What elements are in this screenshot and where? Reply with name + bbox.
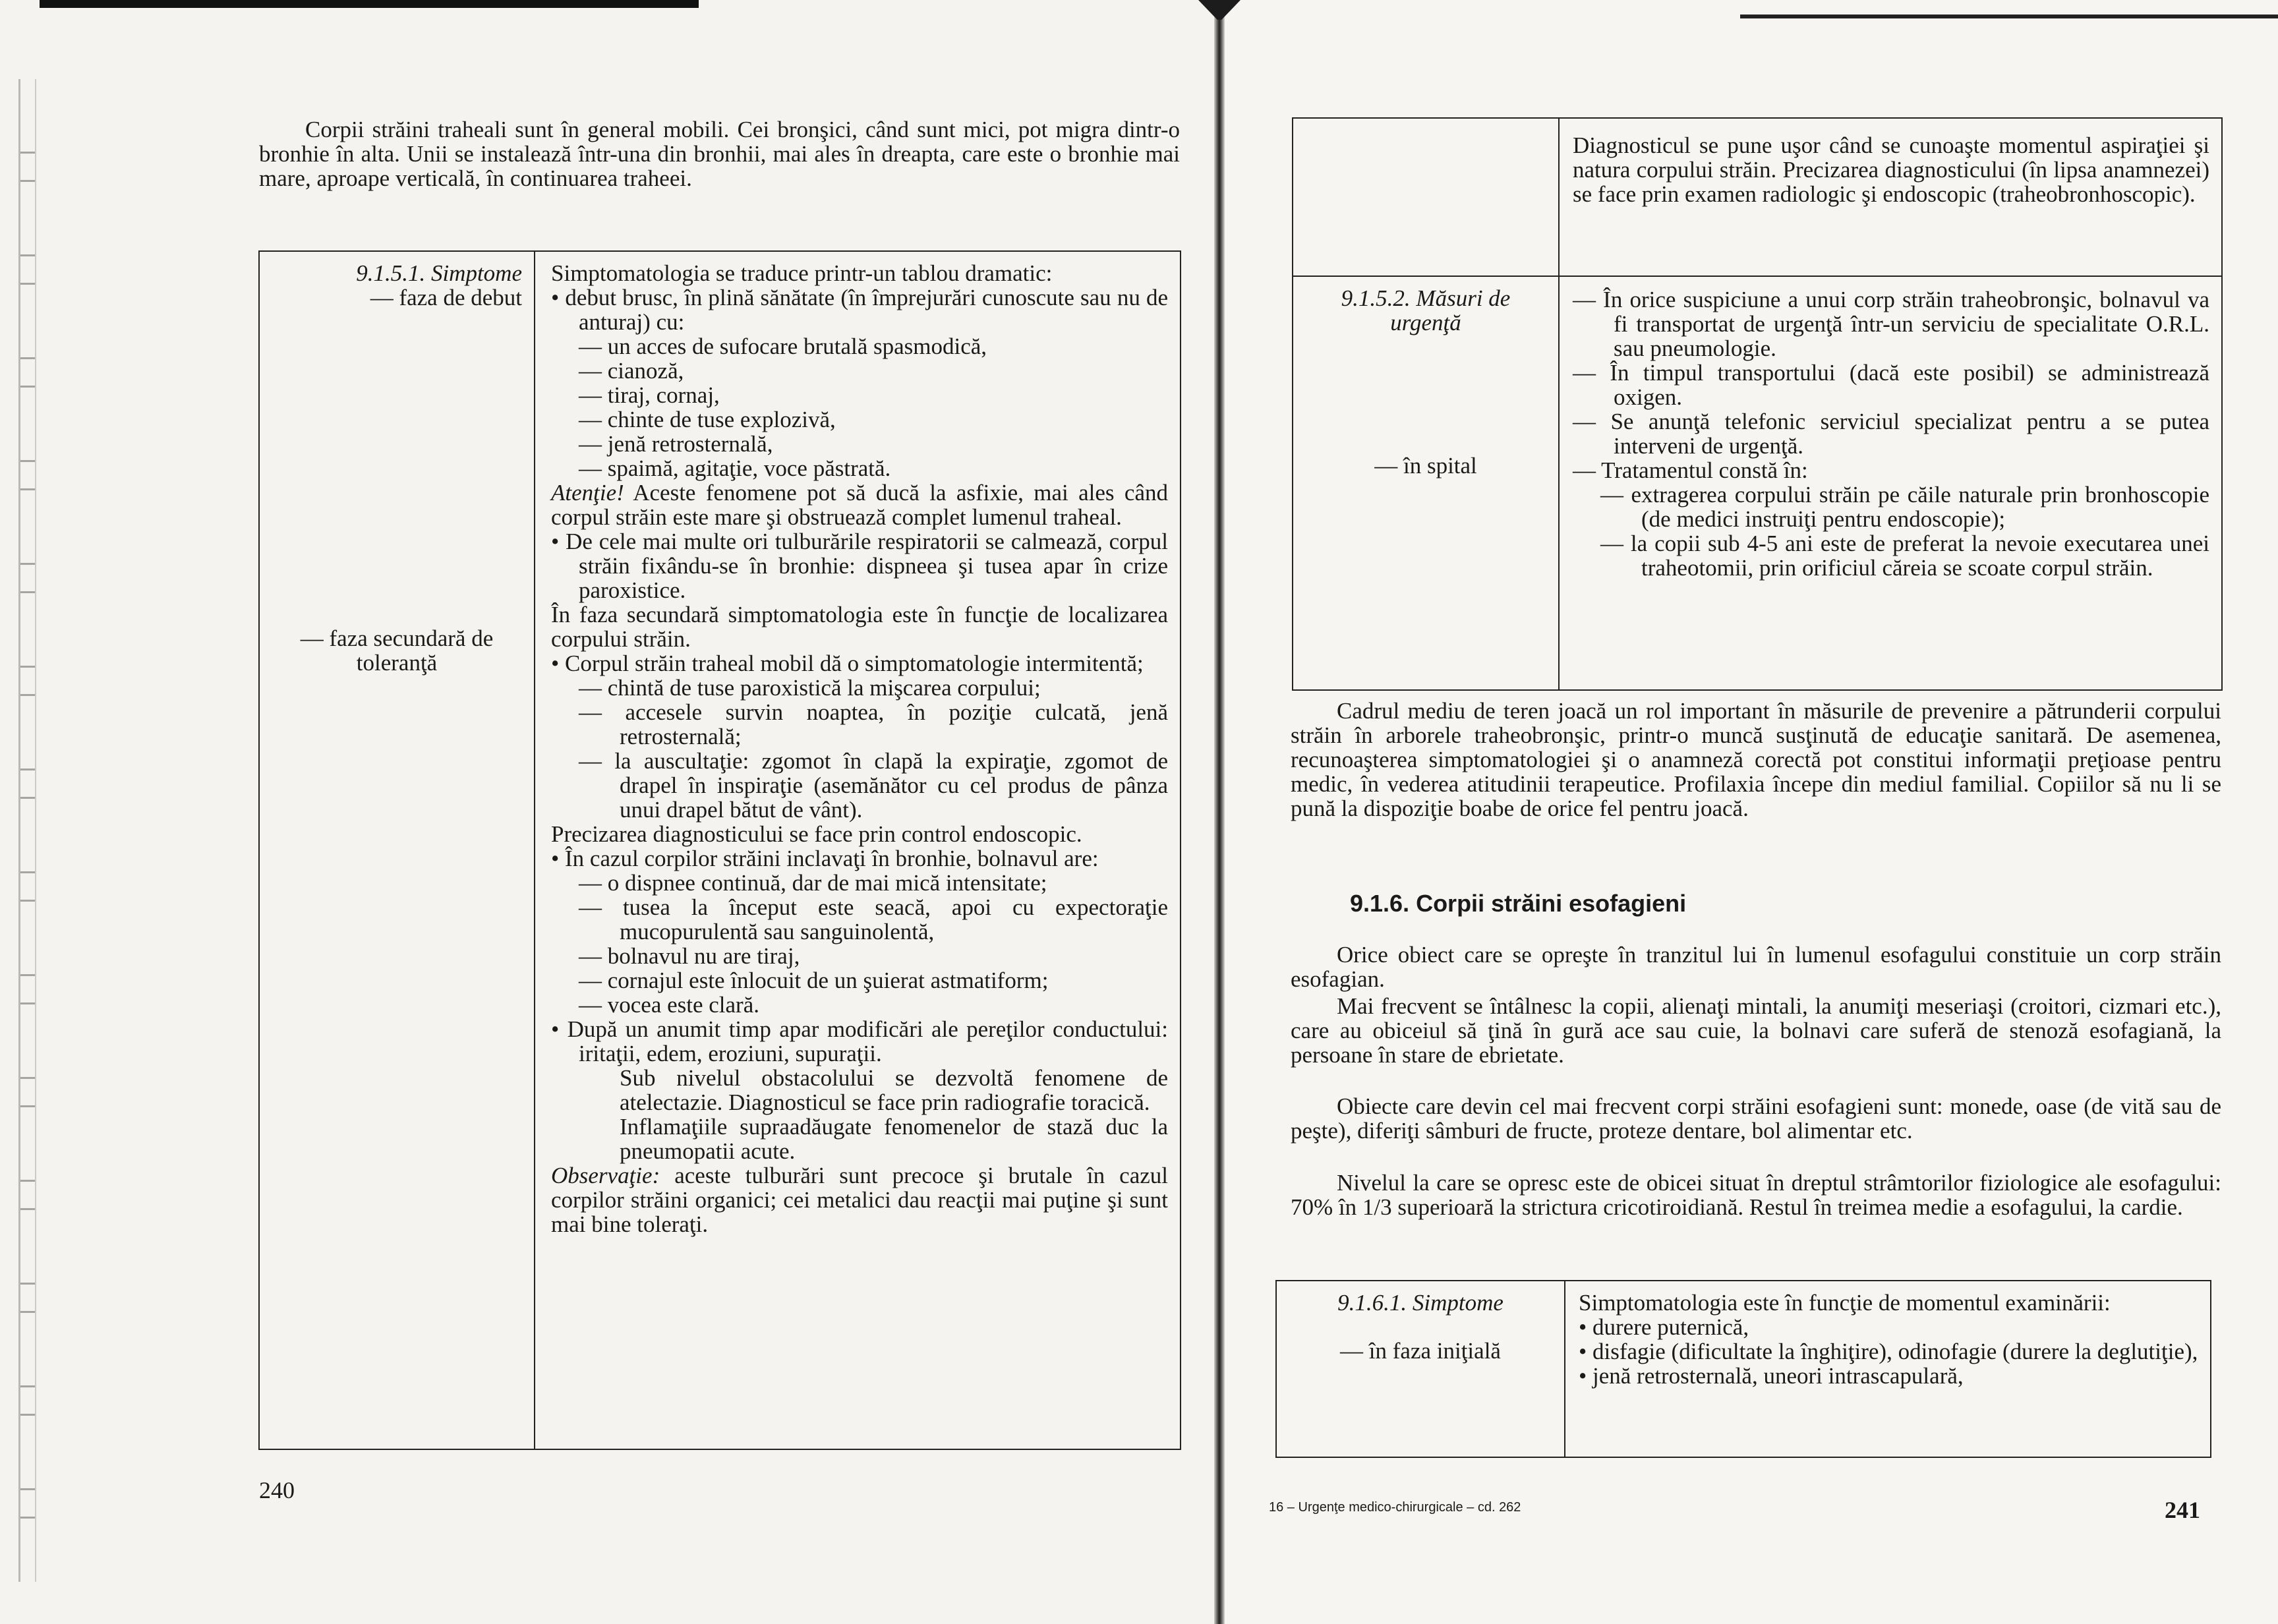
table-left-column [1293,276,1559,690]
binding-holes [18,79,36,1582]
prevention-paragraph: Cadrul mediu de teren joacă un rol important în măsurile de prevenire a pătrunderii corpului străin în arborele traheobronşic, printr-o muncă susţinută de educaţie sanitară. De asemenea, recunoaşterea simptomatologiei şi o anamneză corectă pot constitui informaţii preţioase pentru medic, în vederea atitudinii terapeutice. Profilaxia începe din mediul familial. Copiilor să nu li se pună la dispoziţie boabe de orice fel pentru joacă. [1291,698,2221,821]
list-item [551,651,1168,676]
urgency-table [1292,117,2223,691]
phase-label: — în spital [1374,453,1477,478]
symptom-list [551,261,1168,1236]
list-item-text: — Tratamentul constă în: [1573,457,1808,483]
list-item-text: Precizarea diagnosticului se face prin control endoscopic. [551,821,1082,847]
list-item-text: • După un anumit timp apar modificări ale pereţilor conductului: iritaţii, edem, eroziuni, supuraţii. [551,1016,1168,1066]
list-item [551,822,1168,846]
section-title: 9.1.6.1. Simptome [1337,1290,1504,1316]
list-item-text: — bolnavul nu are tiraj, [579,943,800,969]
list-item-text: — În timpul transportului (dacă este posibil) se administrează oxigen. [1573,360,2209,410]
list-item [1573,361,2209,409]
list-item-text: Aceste fenomene pot să ducă la asfixie, mai ales când corpul străin este mare şi obstruează complet lumenul traheal. [551,480,1168,530]
list-item [551,432,1168,456]
list-item [1579,1364,2198,1388]
list-item-text: — cianoză, [579,358,684,384]
list-item-text: — extragerea corpului străin pe căile naturale prin bronhoscopie (de medici instruiţi pentru endoscopie); [1600,482,2209,532]
list-item [551,1115,1168,1163]
list-item-text: — accesele survin noaptea, în poziţie culcată, jenă retrosternală; [579,699,1168,749]
list-item [551,407,1168,432]
list-item [1573,287,2209,361]
list-item-text: — jenă retrosternală, [579,431,773,457]
list-item-text: • durere puternică, [1579,1314,1749,1340]
measures-list [1573,287,2209,580]
section-title: 9.1.5.2. Măsuri de urgenţă [1341,285,1511,335]
definition-paragraph: Orice obiect care se opreşte în tranzitul lui în lumenul esofagului constituie un corp străin esofagian. [1291,942,2221,992]
list-item-text: — tusea la început este seacă, apoi cu expectoraţie mucopurulentă sau sanguinolentă, [579,894,1168,944]
list-item [551,285,1168,334]
list-item-text: Simptomatologia este în funcţie de momentul examinării: [1579,1290,2111,1316]
list-item [551,700,1168,749]
list-item-text: — chintă de tuse paroxistică la mişcarea corpului; [579,675,1041,701]
list-item [551,749,1168,822]
list-item [551,846,1168,871]
book-spine [1214,0,1225,1624]
objects-paragraph: Obiecte care devin cel mai frecvent corpi străini esofagieni sunt: monede, oase (de vită sau de peşte), diferiţi sâmburi de fructe, proteze dentare, bol alimentar etc. [1291,1093,2221,1144]
list-item-text: • jenă retrosternală, uneori intrascapulară, [1579,1363,1964,1389]
list-item [1579,1290,2198,1315]
list-item-text: — chinte de tuse explozivă, [579,407,836,432]
list-item [1579,1315,2198,1339]
page-number: 241 [2165,1497,2200,1523]
list-item [551,871,1168,895]
page-footer: 16 – Urgenţe medico-chirurgicale – cd. 262 [1269,1500,1521,1515]
page-edge-shadow [1740,14,2278,18]
list-item [1579,1339,2198,1364]
list-item [551,993,1168,1017]
table-right-column [1565,1281,2211,1457]
list-item [551,676,1168,700]
list-item-text: aceste tulburări sunt precoce şi brutale în cazul corpilor străini organici; cei metalici dau reacţii mai puţine şi sunt mai bine toleraţi. [551,1163,1168,1237]
list-item [551,334,1168,359]
table-left-column [259,251,535,1449]
list-item [551,480,1168,529]
page-number: 240 [259,1477,295,1503]
list-item-text: Sub nivelul obstacolului se dezvoltă fenomene de atelectazie. Diagnosticul se face prin radiografie toracică. [620,1065,1168,1115]
emphasis-label: Atenţie! [551,480,624,506]
list-item-text: • În cazul corpilor străini inclavaţi în bronhie, bolnavul are: [551,846,1099,871]
list-item [1573,458,2209,482]
list-item-text: Inflamaţiile supraadăugate fenomenelor de stază duc la pneumopatii acute. [620,1114,1168,1164]
list-item-text: — spaimă, agitaţie, voce păstrată. [579,455,891,481]
list-item [551,944,1168,968]
list-item [551,895,1168,944]
list-item [551,1066,1168,1115]
list-item [1573,531,2209,580]
list-item-text: • disfagie (dificultate la înghiţire), odinofagie (durere la deglutiţie), [1579,1339,2198,1364]
symptoms-table [258,250,1181,1450]
list-item-text: — cornajul este înlocuit de un şuierat astmatiform; [579,968,1049,993]
table-empty-cell [1293,118,1559,276]
phase-label: — faza secundară de toleranţă [300,625,494,676]
list-item [551,359,1168,383]
list-item [1573,482,2209,531]
list-item-text: • De cele mai multe ori tulburările respiratorii se calmează, corpul străin fixându-se în bronhie: dispneea şi tusea apar în crize paroxistice. [551,529,1168,603]
list-item [551,968,1168,993]
table-right-column [1559,276,2222,690]
phase-label: — în faza iniţială [1340,1338,1501,1364]
list-item-text: — la auscultaţie: zgomot în clapă la expiraţie, zgomot de drapel în inspiraţie (asemănător cu cel produs de pânza unui drapel bătut de vânt). [579,748,1168,823]
level-paragraph: Nivelul la care se opresc este de obicei situat în dreptul strâmtorilor fiziologice ale esofagului: 70% în 1/3 superioară la strictura cricotiroidiană. Restul în treimea medie a esofagului, la cardie. [1291,1170,2221,1220]
list-item-text: În faza secundară simptomatologia este în funcţie de localizarea corpului străin. [551,602,1168,652]
frequency-paragraph: Mai frecvent se întâlnesc la copii, alienaţi mintali, la anumiţi meseriaşi (croitori, cizmari etc.), care au obiceiul să ţină în gură ace sau cuie, la bolnavi care suferă de stenoză esofagiană, la persoane în stare de ebrietate. [1291,993,2221,1068]
list-item-text: — vocea este clară. [579,992,760,1018]
list-item [551,529,1168,602]
section-title: 9.1.5.1. Simptome [356,260,522,286]
esophageal-symptoms-table [1275,1280,2211,1458]
list-item-text: — Se anunţă telefonic serviciul specializat pentru a se putea interveni de urgenţă. [1573,409,2209,459]
list-item [551,383,1168,407]
list-item-text: — tiraj, cornaj, [579,382,720,408]
diagnosis-cell: Diagnosticul se pune uşor când se cunoaşte momentul aspiraţiei şi natura corpului străin. Precizarea diagnosticului (în lipsa anamnezei) se face prin examen radiologic şi endoscopic (traheobronhoscopic). [1559,118,2222,276]
list-item-text: — un acces de sufocare brutală spasmodică, [579,334,987,359]
table-left-column [1276,1281,1565,1457]
list-item-text: • Corpul străin traheal mobil dă o simptomatologie intermitentă; [551,651,1144,676]
list-item-text: — o dispnee continuă, dar de mai mică intensitate; [579,870,1047,896]
section-heading: 9.1.6. Corpii străini esofagieni [1350,890,1687,917]
list-item-text: — la copii sub 4-5 ani este de preferat la nevoie executarea unei traheotomii, prin orificiul căreia se scoate corpul străin. [1600,531,2209,581]
list-item-text: • debut brusc, în plină sănătate (în împrejurări cunoscute sau nu de anturaj) cu: [551,285,1168,335]
list-item [551,456,1168,480]
list-item [551,1017,1168,1066]
esophageal-symptom-list [1579,1290,2198,1388]
emphasis-label: Observaţie: [551,1163,660,1188]
list-item [551,261,1168,285]
list-item [1573,409,2209,458]
list-item-text: Simptomatologia se traduce printr-un tablou dramatic: [551,260,1053,286]
phase-label: — faza de debut [370,285,522,310]
list-item [551,602,1168,651]
intro-paragraph: Corpii străini traheali sunt în general mobili. Cei bronşici, când sunt mici, pot migra dintr-o bronhie în alta. Unii se instalează într-una din bronhii, mai ales în dreapta, care este o bronhie mai mare, aproape verticală, în continuarea traheei. [259,117,1180,191]
table-right-column [535,251,1181,1449]
list-item-text: — În orice suspiciune a unui corp străin traheobronşic, bolnavul va fi transportat de urgenţă într-un serviciu de specialitate O.R.L. sau pneumologie. [1573,287,2209,361]
list-item [551,1163,1168,1236]
page-edge-shadow [40,0,699,8]
